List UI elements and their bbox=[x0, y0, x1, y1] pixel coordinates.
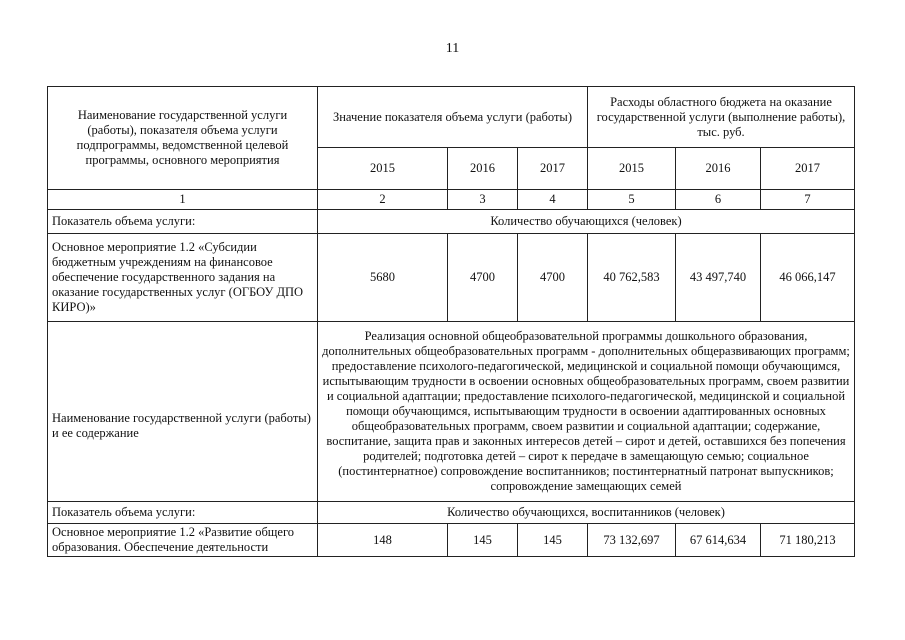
col-number: 6 bbox=[676, 190, 761, 210]
col-number: 2 bbox=[318, 190, 448, 210]
year-cell: 2016 bbox=[676, 148, 761, 190]
value-cell: 148 bbox=[318, 524, 448, 557]
col-number: 7 bbox=[761, 190, 855, 210]
year-cell: 2015 bbox=[588, 148, 676, 190]
indicator-label: Показатель объема услуги: bbox=[48, 210, 318, 234]
year-cell: 2015 bbox=[318, 148, 448, 190]
header-name-col: Наименование государственной услуги (работы), показателя объема услуги подпрограммы, ведомственной целевой программы, основного мероприятия bbox=[48, 87, 318, 190]
value-cell: 5680 bbox=[318, 234, 448, 322]
service-label: Наименование государственной услуги (работы) и ее содержание bbox=[48, 322, 318, 502]
activity-row bbox=[48, 524, 855, 557]
year-cell: 2017 bbox=[761, 148, 855, 190]
year-cell: 2017 bbox=[518, 148, 588, 190]
indicator-value: Количество обучающихся (человек) bbox=[318, 210, 855, 234]
service-description-row bbox=[48, 322, 855, 502]
header-row-top bbox=[48, 87, 855, 148]
value-cell: 4700 bbox=[518, 234, 588, 322]
col-number: 5 bbox=[588, 190, 676, 210]
value-cell: 67 614,634 bbox=[676, 524, 761, 557]
indicator-label: Показатель объема услуги: bbox=[48, 502, 318, 524]
value-cell: 71 180,213 bbox=[761, 524, 855, 557]
value-cell: 145 bbox=[518, 524, 588, 557]
activity-name: Основное мероприятие 1.2 «Субсидии бюджетным учреждениям на финансовое обеспечение государственного задания на оказание государственных услуг (ОГБОУ ДПО КИРО)» bbox=[48, 234, 318, 322]
activity-name: Основное мероприятие 1.2 «Развитие общего образования. Обеспечение деятельности bbox=[48, 524, 318, 557]
page-number: 11 bbox=[445, 41, 460, 56]
value-cell: 43 497,740 bbox=[676, 234, 761, 322]
header-expense-col: Расходы областного бюджета на оказание государственной услуги (выполнение работы), тыс. руб. bbox=[588, 87, 855, 148]
indicator-row bbox=[48, 502, 855, 524]
service-content: Реализация основной общеобразовательной программы дошкольного образования, дополнительных общеобразовательных программ - дополнительных общеразвивающих программ; предоставление психолого-педагогической, медицинской и социальной помощи обучающимся, испытывающим трудности в освоении основных общеобразовательных программ, своем развитии и социальной адаптации; предоставление психолого-педагогической, медицинской и социальной помощи обучающимся, испытывающим трудности в освоении адаптированных основных общеобразовательных программ, своем развитии и социальной адаптации; содержание, воспитание, защита прав и законных интересов детей – сирот и детей, оставшихся без попечения родителей; подготовка детей – сирот к передаче в замещающую семью; социальное (постинтернатное) сопровождение воспитанников; постинтернатный патронат выпускников; сопровождение замещающих семей bbox=[318, 322, 855, 502]
value-cell: 73 132,697 bbox=[588, 524, 676, 557]
activity-row bbox=[48, 234, 855, 322]
col-number: 1 bbox=[48, 190, 318, 210]
value-cell: 145 bbox=[448, 524, 518, 557]
budget-table bbox=[47, 86, 855, 557]
indicator-row bbox=[48, 210, 855, 234]
header-volume-col: Значение показателя объема услуги (работы) bbox=[318, 87, 588, 148]
year-cell: 2016 bbox=[448, 148, 518, 190]
value-cell: 4700 bbox=[448, 234, 518, 322]
col-number: 3 bbox=[448, 190, 518, 210]
indicator-value: Количество обучающихся, воспитанников (человек) bbox=[318, 502, 855, 524]
column-numbers-row bbox=[48, 190, 855, 210]
col-number: 4 bbox=[518, 190, 588, 210]
value-cell: 40 762,583 bbox=[588, 234, 676, 322]
value-cell: 46 066,147 bbox=[761, 234, 855, 322]
